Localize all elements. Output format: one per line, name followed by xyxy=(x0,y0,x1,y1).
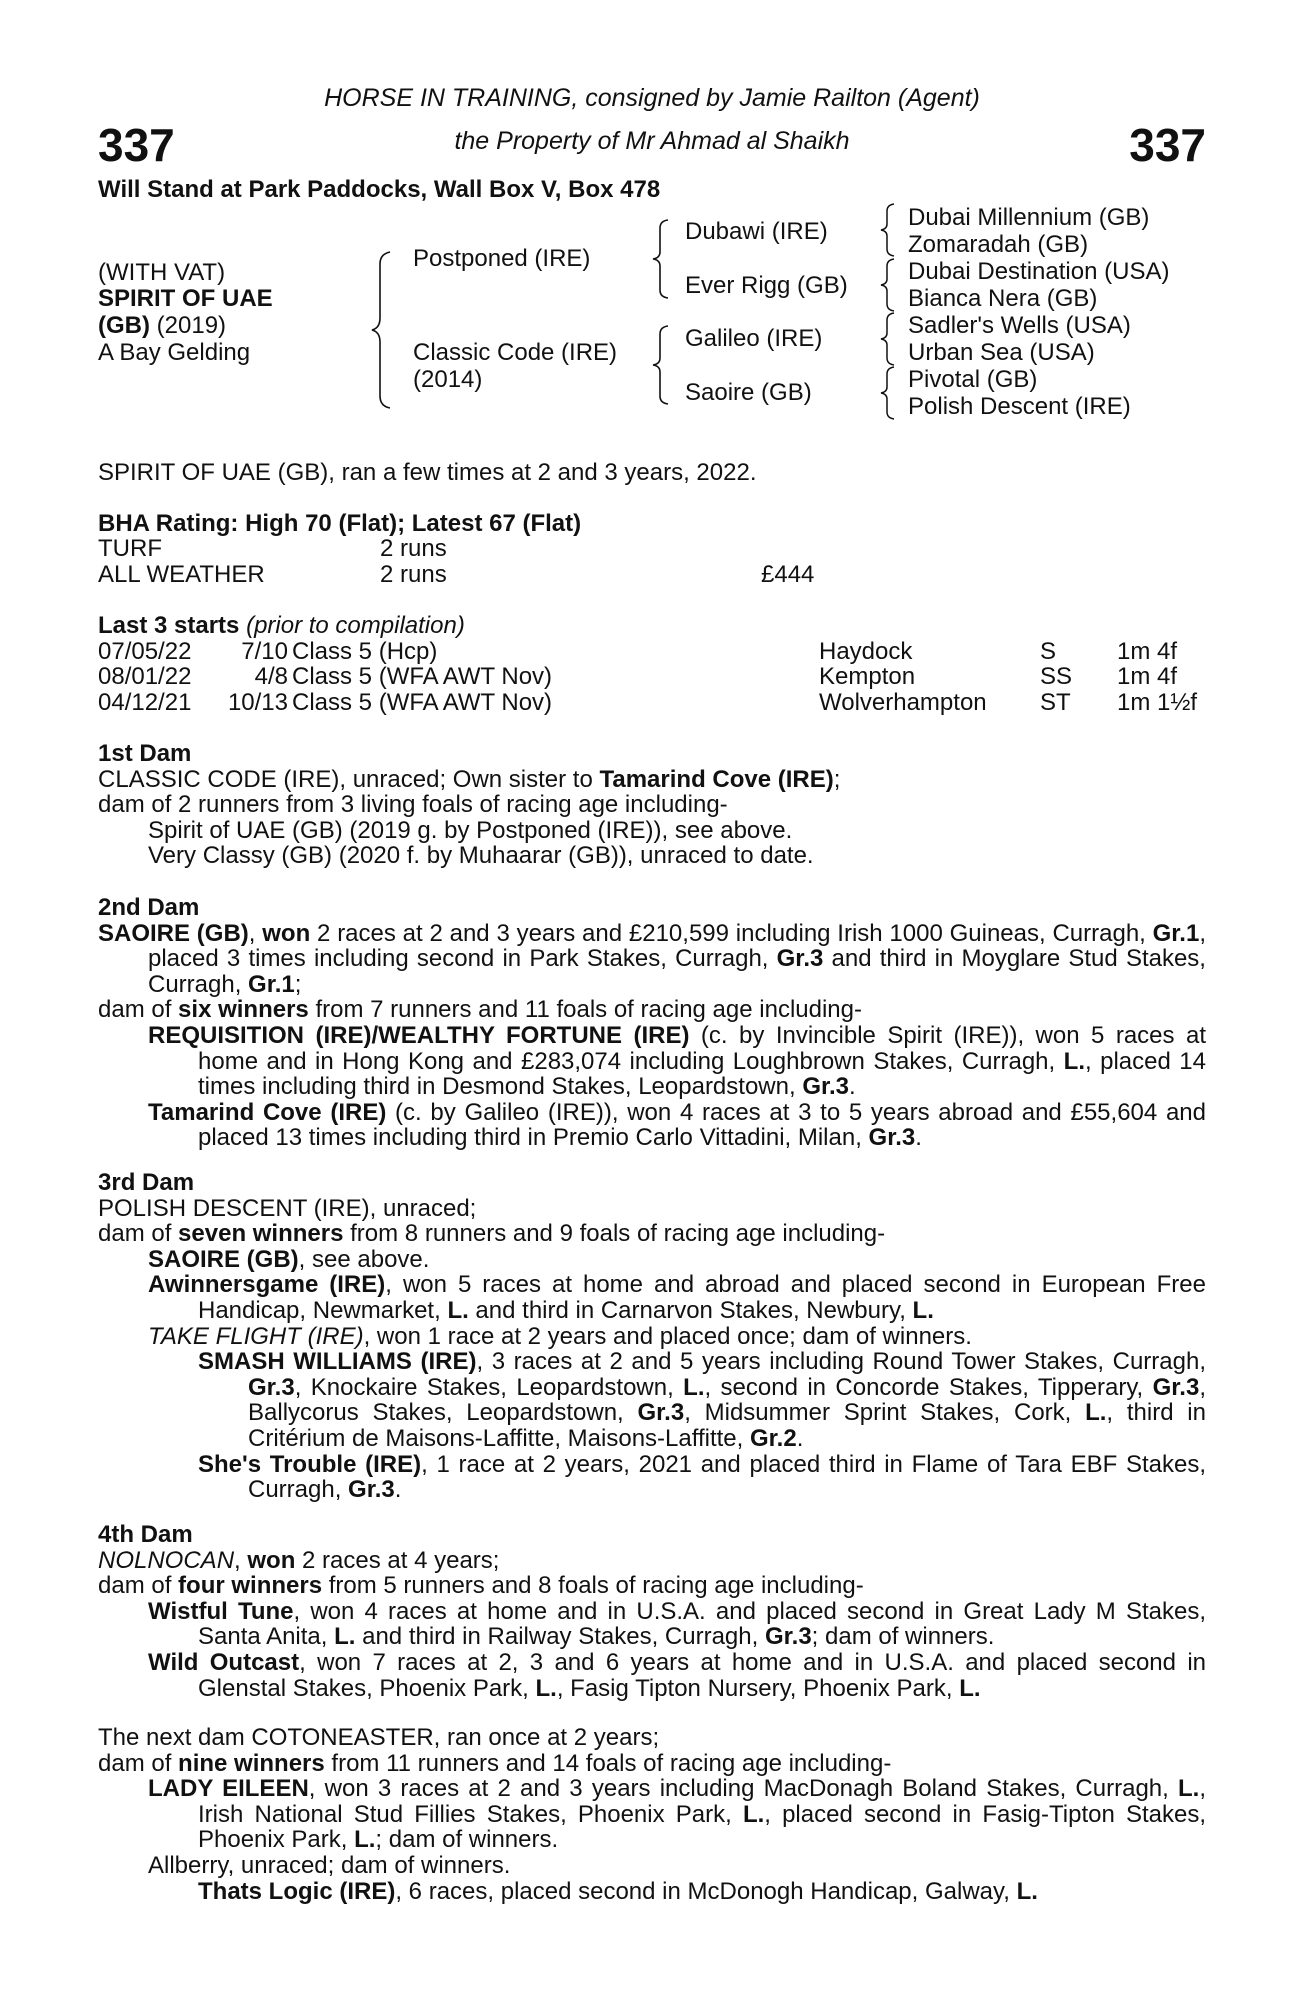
ggen-4: Bianca Nera (GB) xyxy=(908,285,1098,312)
brace-dam xyxy=(650,324,672,406)
ggen-5: Sadler's Wells (USA) xyxy=(908,312,1131,339)
dam-sire: Galileo (IRE) xyxy=(685,325,823,352)
ggen-6: Urban Sea (USA) xyxy=(908,339,1095,366)
horse-description: A Bay Gelding xyxy=(98,339,251,366)
produce-item: She's Trouble (IRE), 1 race at 2 years, 2021 and placed third in Flame of Tara EBF Stakes, Curragh, Gr.3. xyxy=(198,1450,1206,1504)
produce-item: Wistful Tune, won 4 races at home and in U.S.A. and placed second in Great Lady M Stakes, Santa Anita, L. and third in Railway Stakes, Curragh, Gr.3; dam of winners. xyxy=(148,1597,1207,1651)
produce-item: Awinnersgame (IRE), won 5 races at home and abroad and placed second in European Free Handicap, Newmarket, L. and third in Carnarvon Stakes, Newbury, L. xyxy=(148,1271,1206,1324)
fourth-dam-line: NOLNOCAN, won 2 races at 4 years; xyxy=(98,1546,500,1574)
produce-item: SAOIRE (GB), see above. xyxy=(148,1245,430,1273)
produce-item: Allberry, unraced; dam of winners. xyxy=(148,1851,511,1879)
produce-item: SMASH WILLIAMS (IRE), 3 races at 2 and 5 years including Round Tower Stakes, Curragh, Gr.3, Knockaire Stakes, Leopardstown, L., second in Concorde Stakes, Tipperary, Gr.3, Ballycorus Stakes, Leopardstown, Gr.3, Midsummer Sprint Stakes, Cork, L., third in Critérium de Maisons-Laffitte, Maisons-Laffitte, Gr.2. xyxy=(198,1348,1207,1452)
brace-ggen-1 xyxy=(878,202,898,258)
third-dam-produce: dam of seven winners from 8 runners and 9 foals of racing age including- xyxy=(98,1220,886,1248)
third-dam-section xyxy=(98,1170,1206,1503)
sire-dam: Ever Rigg (GB) xyxy=(685,272,848,299)
produce-item: REQUISITION (IRE)/WEALTHY FORTUNE (IRE) (c. by Invincible Spirit (IRE)), won 5 races at home and in Hong Kong and £283,074 including Loughbrown Stakes, Curragh, L., placed 14 times including third in Desmond Stakes, Leopardstown, Gr.3. xyxy=(148,1021,1206,1101)
produce-item: Tamarind Cove (IRE) (c. by Galileo (IRE)), won 4 races at 3 to 5 years abroad and £55,604 and placed 13 times including third in Premio Carlo Vittadini, Milan, Gr.3. xyxy=(148,1098,1206,1152)
next-dam-line: The next dam COTONEASTER, ran once at 2 years; xyxy=(98,1724,660,1751)
dam: Classic Code (IRE) xyxy=(413,339,618,366)
horse-origin-year: (GB) (2019) xyxy=(98,312,227,339)
first-dam-line: CLASSIC CODE (IRE), unraced; Own sister to Tamarind Cove (IRE); xyxy=(98,765,841,793)
horse-name: SPIRIT OF UAE xyxy=(98,285,273,312)
brace-gen1 xyxy=(370,250,394,410)
dam-dam: Saoire (GB) xyxy=(685,379,812,406)
brace-ggen-4 xyxy=(878,365,898,421)
lot-number-left: 337 xyxy=(98,119,175,171)
ggen-1: Dubai Millennium (GB) xyxy=(908,204,1150,231)
produce-item: LADY EILEEN, won 3 races at 2 and 3 years including MacDonagh Boland Stakes, Curragh, L., Irish National Stud Fillies Stakes, Phoenix Park, L., placed second in Fasig-Tipton Stakes, Phoenix Park, L.; dam of winners. xyxy=(148,1775,1207,1854)
second-dam-title: 2nd Dam xyxy=(98,894,200,921)
sire-sire: Dubawi (IRE) xyxy=(685,218,828,245)
produce-item: Thats Logic (IRE), 6 races, placed second in McDonogh Handicap, Galway, L. xyxy=(198,1877,1038,1905)
second-dam-produce: dam of six winners from 7 runners and 11 foals of racing age including- xyxy=(98,996,862,1024)
brace-sire xyxy=(650,218,672,300)
brace-ggen-3 xyxy=(878,311,898,367)
next-dam-produce: dam of nine winners from 11 runners and 14 foals of racing age including- xyxy=(98,1749,892,1777)
next-dam-section xyxy=(98,1725,1206,1904)
fourth-dam-produce: dam of four winners from 5 runners and 8 foals of racing age including- xyxy=(98,1572,864,1600)
fourth-dam-section xyxy=(98,1522,1206,1701)
third-dam-title: 3rd Dam xyxy=(98,1169,195,1196)
ggen-7: Pivotal (GB) xyxy=(908,366,1038,393)
first-dam-section xyxy=(98,741,1206,869)
ggen-2: Zomaradah (GB) xyxy=(908,231,1089,258)
brace-ggen-2 xyxy=(878,257,898,313)
fourth-dam-title: 4th Dam xyxy=(98,1521,193,1548)
ggen-8: Polish Descent (IRE) xyxy=(908,393,1131,420)
racing-summary: SPIRIT OF UAE (GB), ran a few times at 2 and 3 years, 2022. xyxy=(98,459,757,486)
sire: Postponed (IRE) xyxy=(413,245,591,272)
stand-location: Will Stand at Park Paddocks, Wall Box V, Box 478 xyxy=(98,176,661,203)
lot-number-right: 337 xyxy=(1129,119,1206,171)
produce-item: Wild Outcast, won 7 races at 2, 3 and 6 years at home and in U.S.A. and placed second in Glenstal Stakes, Phoenix Park, L., Fasig Tipton Nursery, Phoenix Park, L. xyxy=(148,1648,1207,1702)
dam-year: (2014) xyxy=(413,366,483,393)
first-dam-produce: dam of 2 runners from 3 living foals of racing age including- xyxy=(98,791,728,819)
produce-item: Very Classy (GB) (2020 f. by Muhaarar (GB)), unraced to date. xyxy=(148,842,814,870)
last-starts-title: Last 3 starts (prior to compilation) xyxy=(98,612,465,639)
property-line: the Property of Mr Ahmad al Shaikh xyxy=(454,127,850,155)
second-dam-record: SAOIRE (GB), won 2 races at 2 and 3 years and £210,599 including Irish 1000 Guineas, Curragh, Gr.1, placed 3 times including second in Park Stakes, Curragh, Gr.3 and third in Moyglare Stud Stakes, Curragh, Gr.1; xyxy=(98,919,1206,998)
second-dam-section xyxy=(98,895,1206,1151)
bha-rating-title: BHA Rating: High 70 (Flat); Latest 67 (Flat) xyxy=(98,510,582,537)
produce-item: Spirit of UAE (GB) (2019 g. by Postponed (IRE)), see above. xyxy=(148,816,793,844)
produce-item: TAKE FLIGHT (IRE), won 1 race at 2 years and placed once; dam of winners. xyxy=(148,1322,972,1350)
ggen-3: Dubai Destination (USA) xyxy=(908,258,1170,285)
first-dam-title: 1st Dam xyxy=(98,740,192,767)
third-dam-line: POLISH DESCENT (IRE), unraced; xyxy=(98,1194,477,1222)
horse-vat: (WITH VAT) xyxy=(98,259,226,286)
consignor-line: HORSE IN TRAINING, consigned by Jamie Railton (Agent) xyxy=(324,84,980,112)
